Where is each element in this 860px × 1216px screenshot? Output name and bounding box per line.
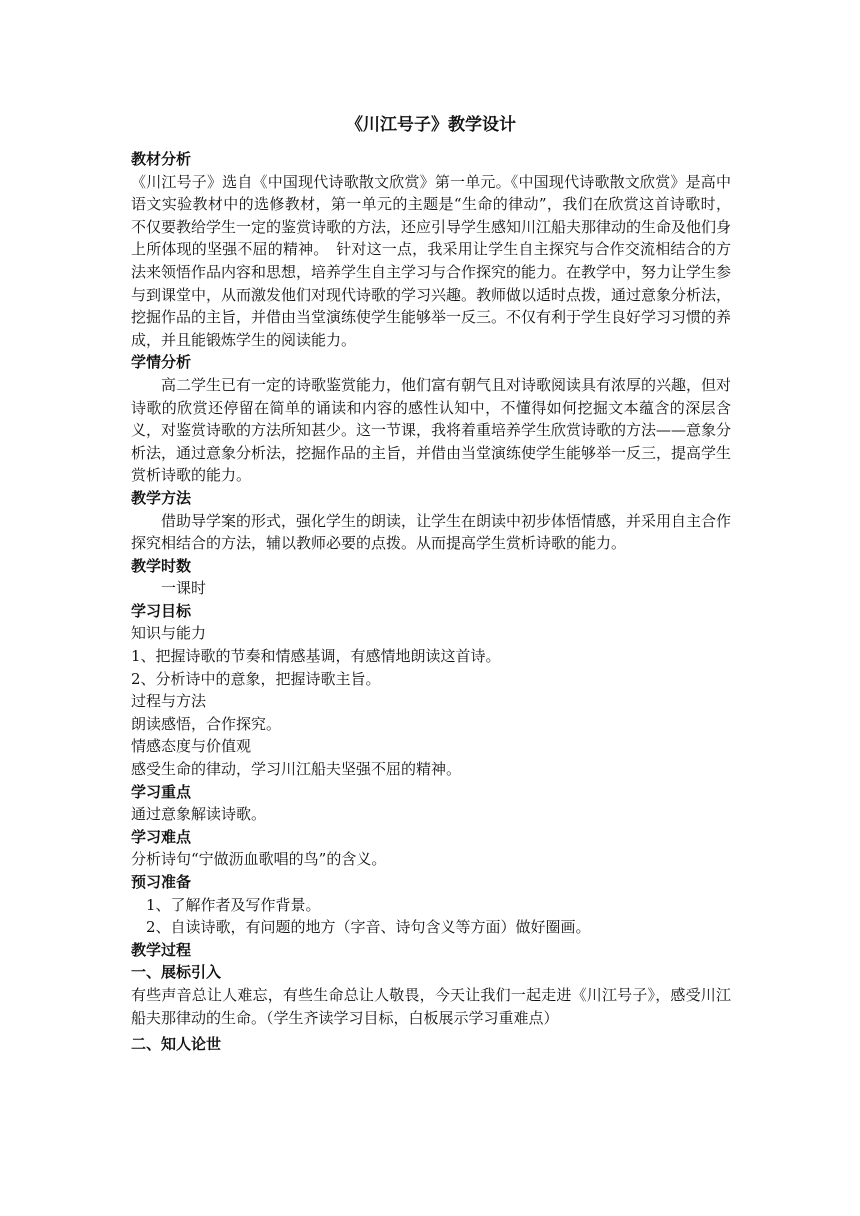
document-title: 《川江号子》教学设计 xyxy=(346,115,516,135)
section-heading-key-points: 学习重点 xyxy=(131,782,192,801)
section-heading-textbook-analysis: 教材分析 xyxy=(131,150,192,168)
section-body-textbook-analysis: 《川江号子》选自《中国现代诗歌散文欣赏》第一单元。《中国现代诗歌散文欣赏》是高中语文实验教材中的选修教材，第一单元的主题是“生命的律动”，我们在欣赏这首诗歌时，不仅要教给学生一定的鉴赏诗歌的方法，还应引导学生感知川江船夫那律动的生命及他们身上所体现的坚强不屈的精神。 针对这一点，我采用让学生自主探究与合作交流相结合的方法来领悟作品内容和思想，培养学生自主学习与合作探究的能力。在教学中，努力让学生参与到课堂中，从而激发他们对现代诗歌的学习兴趣。教师做以适时点拨，通过意象分析法，挖掘作品的主旨，并借由当堂演练使学生能够举一反三。不仅有利于学生良好学习习惯的养成，并且能锻炼学生的阅读能力。 xyxy=(131,172,732,349)
goal-subheading-knowledge: 知识与能力 xyxy=(131,624,207,643)
goal-item: 感受生命的律动，学习川江船夫坚强不屈的精神。 xyxy=(131,760,462,779)
section-heading-teaching-method: 教学方法 xyxy=(131,488,192,507)
section-body-key-points: 通过意象解读诗歌。 xyxy=(131,805,267,824)
process-step-heading: 一、展标引入 xyxy=(131,963,222,982)
process-step-heading: 二、知人论世 xyxy=(131,1035,222,1054)
goal-item: 朗读感悟，合作探究。 xyxy=(131,714,282,733)
goal-item: 1、把握诗歌的节奏和情感基调，有感情地朗读这首诗。 xyxy=(131,647,501,666)
document-page xyxy=(131,114,731,1056)
section-heading-class-hours: 教学时数 xyxy=(131,556,192,575)
preview-item: 1、了解作者及写作背景。 xyxy=(146,895,321,914)
section-heading-student-analysis: 学情分析 xyxy=(131,353,192,372)
section-body-teaching-method: 借助导学案的形式，强化学生的朗读，让学生在朗读中初步体悟情感，并采用自主合作探究相结合的方法，辅以教师必要的点拨。从而提高学生赏析诗歌的能力。 xyxy=(131,511,732,553)
section-body-difficulties: 分析诗句“宁做沥血歌唱的鸟”的含义。 xyxy=(131,850,387,869)
section-heading-preview: 预习准备 xyxy=(131,873,192,891)
section-body-class-hours: 一课时 xyxy=(161,579,207,598)
preview-item: 2、自读诗歌，有问题的地方（字音、诗句含义等方面）做好圈画。 xyxy=(146,918,591,937)
goal-item: 2、分析诗中的意象，把握诗歌主旨。 xyxy=(131,669,381,688)
section-heading-difficulties: 学习难点 xyxy=(131,827,192,846)
goal-subheading-attitude: 情感态度与价值观 xyxy=(131,737,252,756)
section-heading-learning-goals: 学习目标 xyxy=(131,601,192,620)
section-heading-teaching-process: 教学过程 xyxy=(131,940,192,959)
section-body-student-analysis: 高二学生已有一定的诗歌鉴赏能力，他们富有朝气且对诗歌阅读具有浓厚的兴趣，但对诗歌的欣赏还停留在简单的诵读和内容的感性认知中，不懂得如何挖掘文本蕴含的深层含义，对鉴赏诗歌的方法所知甚少。这一节课，我将着重培养学生欣赏诗歌的方法——意象分析法，通过意象分析法，挖掘作品的主旨，并借由当堂演练使学生能够举一反三，提高学生赏析诗歌的能力。 xyxy=(131,375,732,485)
process-step-body: 有些声音总让人难忘，有些生命总让人敬畏，今天让我们一起走进《川江号子》，感受川江船夫那律动的生命。（学生齐读学习目标，白板展示学习重难点） xyxy=(131,985,731,1027)
goal-subheading-process: 过程与方法 xyxy=(131,692,207,711)
